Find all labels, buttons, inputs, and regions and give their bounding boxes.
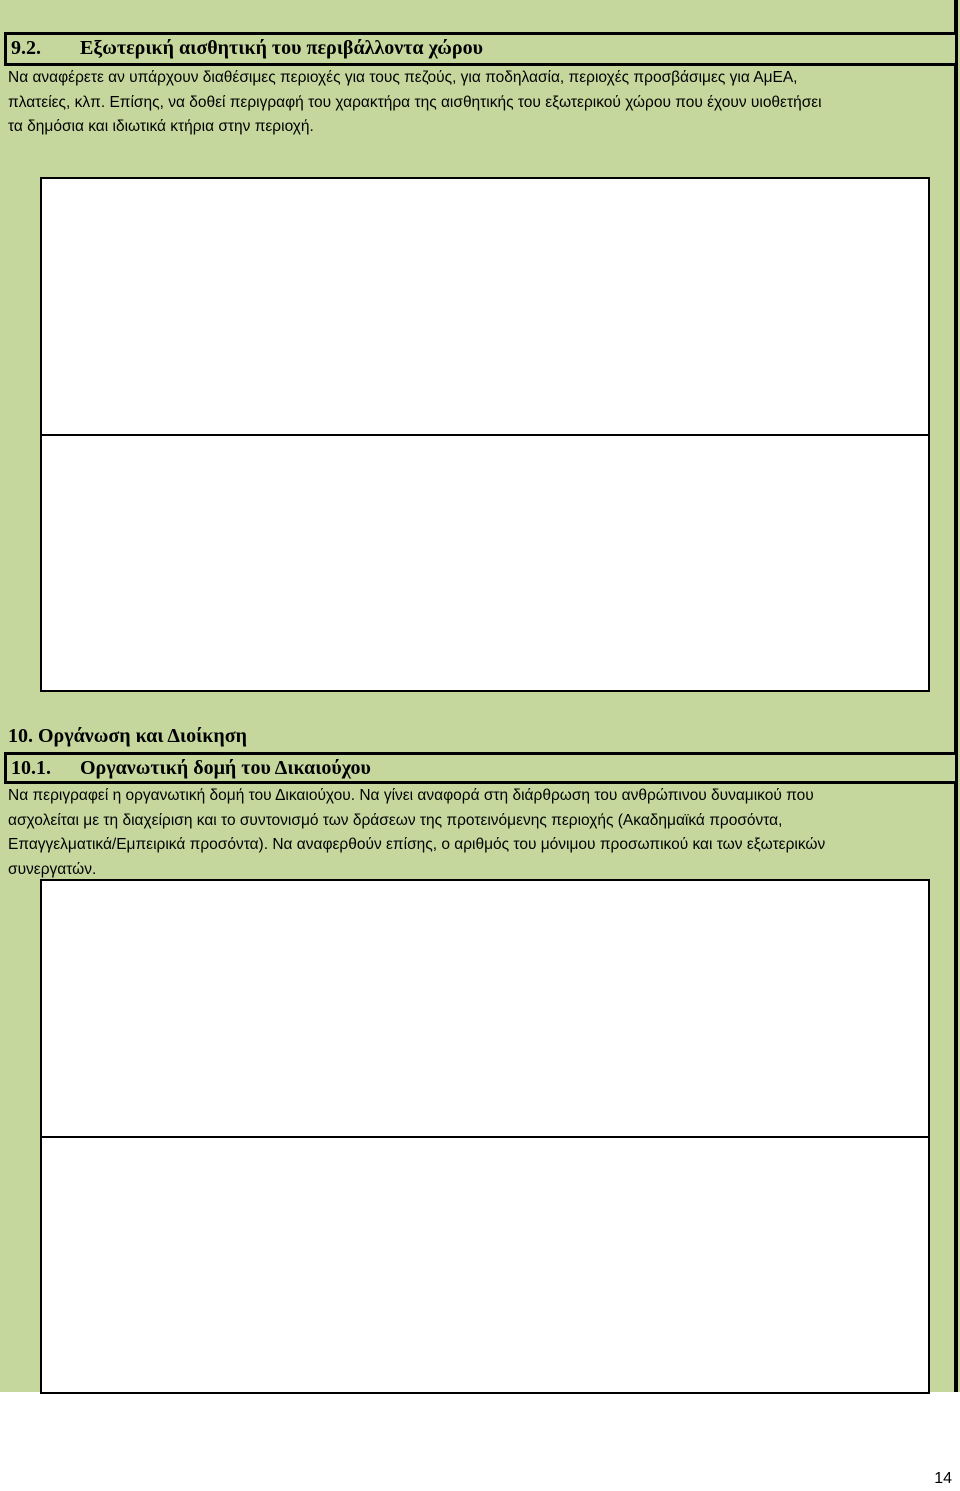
- section-9-2-header: [4, 32, 958, 66]
- description-line: Να αναφέρετε αν υπάρχουν διαθέσιμες περιοχές για τους πεζούς, για ποδηλασία, περιοχές προσβάσιμες για ΑμΕΑ,: [8, 69, 798, 86]
- section-10-heading: 10. Οργάνωση και Διοίκηση: [8, 725, 247, 747]
- section-10-1-title: Οργανωτική δομή του Δικαιούχου: [80, 757, 371, 779]
- section-9-2-answer-box-1[interactable]: [40, 177, 930, 436]
- description-line: Να περιγραφεί η οργανωτική δομή του Δικαιούχου. Να γίνει αναφορά στη διάρθρωση του ανθρώπινου δυναμικού που: [8, 787, 814, 804]
- section-9-2-answer-box-2[interactable]: [40, 434, 930, 692]
- description-line: τα δημόσια και ιδιωτικά κτήρια στην περιοχή.: [8, 118, 314, 135]
- right-border-strip: [954, 0, 958, 1392]
- section-10-1-answer-box-1[interactable]: [40, 879, 930, 1138]
- section-9-2-title: Εξωτερική αισθητική του περιβάλλοντα χώρου: [80, 37, 483, 59]
- page-number: 14: [934, 1470, 952, 1487]
- section-9-2-number: 9.2.: [11, 37, 41, 59]
- description-line: πλατείες, κλπ. Επίσης, να δοθεί περιγραφή του χαρακτήρα της αισθητικής του εξωτερικού χώρου που έχουν υιοθετήσει: [8, 93, 822, 111]
- section-10-1-header: [4, 752, 958, 784]
- section-10-1-answer-box-2[interactable]: [40, 1136, 930, 1394]
- section-10-1-number: 10.1.: [11, 757, 51, 779]
- section-9-2-description: [8, 66, 822, 140]
- section-10-1-description: [8, 784, 825, 882]
- description-line: ασχολείται με τη διαχείριση και το συντονισμό των δράσεων της προτεινόμενης περιοχής (Ακαδημαϊκά προσόντα,: [8, 811, 783, 829]
- description-line: Επαγγελματικά/Εμπειρικά προσόντα). Να αναφερθούν επίσης, ο αριθμός του μόνιμου προσωπικού και των εξωτερικών: [8, 836, 826, 853]
- description-line: συνεργατών.: [8, 860, 97, 878]
